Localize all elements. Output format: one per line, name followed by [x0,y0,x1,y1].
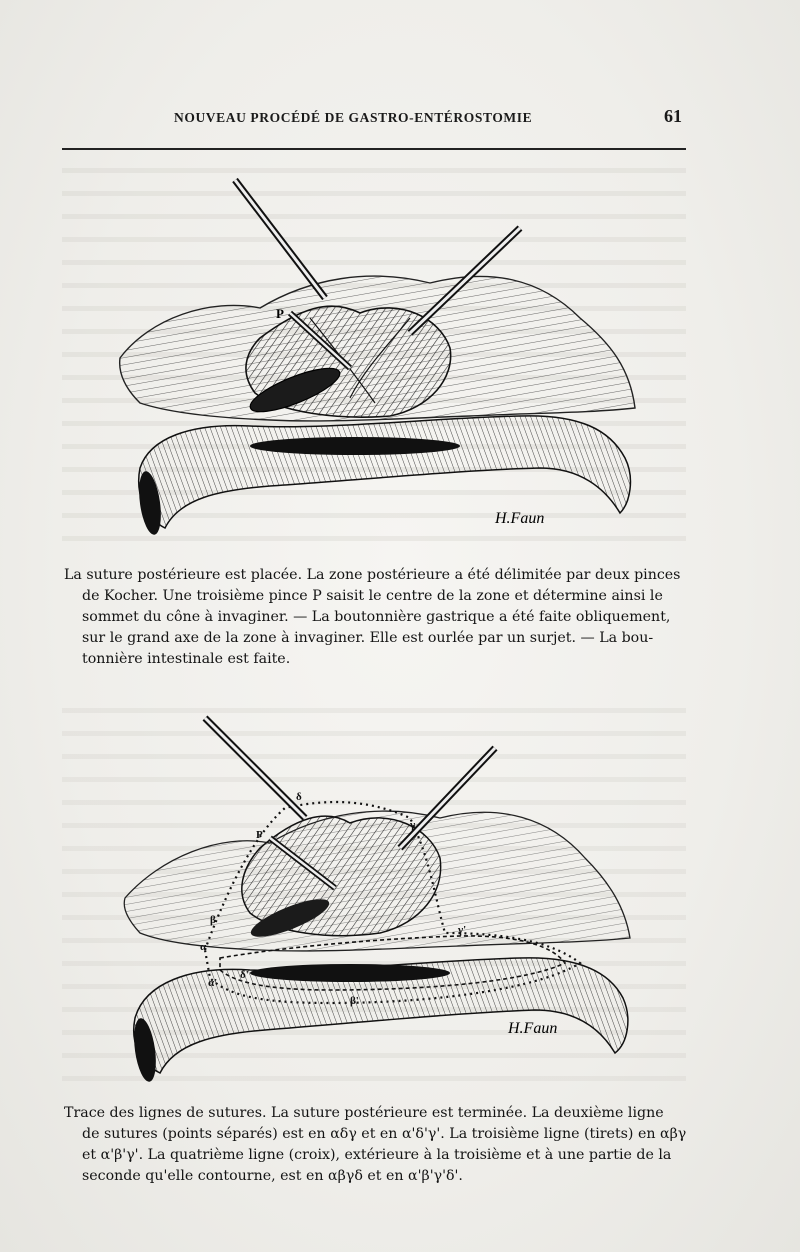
header-rule [62,148,686,150]
label-beta: β [210,914,216,926]
caption-line: de sutures (points séparés) est en αδγ et en α'δ'γ'. La troisième ligne (tirets) en αβγ [82,1126,687,1142]
caption-line: de Kocher. Une troisième pince P saisit le centre de la zone et détermine ainsi le [82,588,663,604]
intestinal-buttonhole [250,437,460,455]
label-beta-prime: β' [350,995,359,1007]
page-header [62,104,686,134]
caption-line: tonnière intestinale est faite. [82,651,291,667]
caption-line: seconde qu'elle contourne, est en αβγδ et en α'β'γ'δ'. [82,1168,463,1184]
caption-line: sommet du cône à invaginer. — La boutonnière gastrique a été faite obliquement, [82,609,671,625]
label-alpha-prime: α' [208,977,218,989]
figure-1-illustration [110,168,650,560]
label-p: P [276,306,284,321]
caption-line: Trace des lignes de sutures. La suture postérieure est terminée. La deuxième ligne [64,1105,664,1121]
label-p: P [256,829,263,841]
label-gamma: γ [410,819,416,831]
caption-line: La suture postérieure est placée. La zone postérieure a été délimitée par deux pinces [64,567,681,583]
label-gamma-prime: γ' [458,924,467,936]
forceps-left [235,180,325,298]
label-delta: δ [296,791,302,803]
intestine-loop [136,416,631,536]
signature: H.Faun [508,1020,558,1037]
intestinal-buttonhole [250,964,450,982]
figure-2-illustration [110,708,650,1098]
signature: H.Faun [495,510,545,527]
page-number: 61 [664,106,682,126]
running-head: NOUVEAU PROCÉDÉ DE GASTRO-ENTÉROSTOMIE [174,110,533,125]
figure-2-caption [64,1103,694,1187]
label-delta-prime: δ' [240,969,249,981]
caption-line: et α'β'γ'. La quatrième ligne (croix), extérieure à la troisième et à une partie de la [82,1147,672,1163]
figure-1-caption [64,565,694,670]
caption-line: sur le grand axe de la zone à invaginer. Elle est ourlée par un surjet. — La bou- [82,630,654,646]
forceps-left [205,718,305,818]
label-alpha: α [200,941,207,953]
